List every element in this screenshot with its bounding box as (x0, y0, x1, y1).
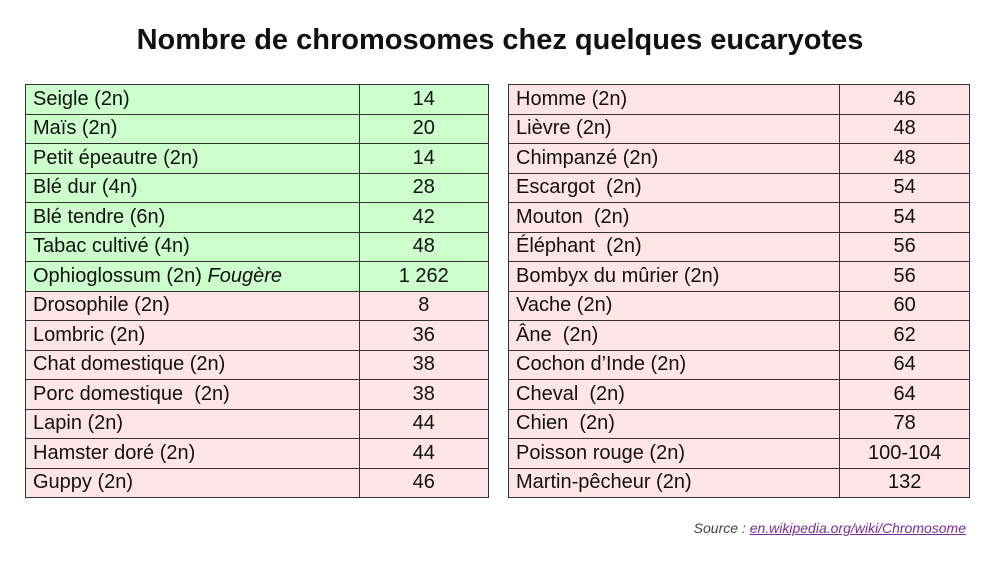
species-name: Lombric (2n) (33, 323, 146, 346)
table-row (509, 85, 970, 115)
chromosome-count: 20 (359, 114, 489, 144)
table-row (509, 409, 970, 439)
table-row (26, 173, 489, 203)
species-name: Blé dur (4n) (33, 176, 138, 199)
chromosome-count: 28 (359, 173, 489, 203)
chromosome-count: 36 (359, 321, 489, 351)
species-name: Maïs (2n) (33, 117, 118, 140)
table-row (26, 262, 489, 292)
table-row (26, 321, 489, 351)
species-cell (26, 114, 360, 144)
species-name: Porc domestique (2n) (33, 382, 230, 405)
chromosome-count: 60 (840, 291, 970, 321)
species-cell (509, 409, 840, 439)
table-row (26, 144, 489, 174)
species-cell (26, 262, 360, 292)
species-name: Lièvre (2n) (516, 117, 612, 140)
chromosome-count: 54 (840, 203, 970, 233)
chromosome-count: 64 (840, 350, 970, 380)
species-name: Chien (2n) (516, 412, 615, 435)
page-title: Nombre de chromosomes chez quelques eucaryotes (136, 24, 864, 56)
species-cell (509, 291, 840, 321)
chromosome-count: 14 (359, 144, 489, 174)
species-name: Mouton (2n) (516, 205, 630, 228)
species-name: Hamster doré (2n) (33, 441, 196, 464)
species-cell (26, 203, 360, 233)
chromosome-count: 38 (359, 380, 489, 410)
chromosome-count: 8 (359, 291, 489, 321)
chromosome-table-right (508, 84, 970, 498)
source-note (694, 520, 966, 536)
table-row (509, 291, 970, 321)
species-cell (509, 173, 840, 203)
species-name: Petit épeautre (2n) (33, 146, 199, 169)
species-cell (26, 409, 360, 439)
species-name: Martin-pêcheur (2n) (516, 471, 692, 494)
species-cell (509, 203, 840, 233)
source-link[interactable]: en.wikipedia.org/wiki/Chromosome (749, 520, 966, 536)
species-cell (26, 85, 360, 115)
species-name: Âne (2n) (516, 323, 599, 346)
table-row (509, 173, 970, 203)
chromosome-count: 48 (840, 144, 970, 174)
species-name: Poisson rouge (2n) (516, 441, 685, 464)
species-note: Fougère (207, 264, 283, 287)
chromosome-count: 54 (840, 173, 970, 203)
source-label: Source : (693, 520, 750, 536)
species-name: Chat domestique (2n) (33, 353, 226, 376)
species-cell (26, 468, 360, 498)
species-cell (509, 350, 840, 380)
chromosome-count: 64 (840, 380, 970, 410)
chromosome-count: 100-104 (840, 439, 970, 469)
table-row (509, 203, 970, 233)
table-row (26, 291, 489, 321)
species-name: Blé tendre (6n) (33, 205, 166, 228)
chromosome-count: 132 (840, 468, 970, 498)
species-cell (509, 439, 840, 469)
species-name: Lapin (2n) (33, 412, 124, 435)
table-row (509, 380, 970, 410)
table-row (26, 85, 489, 115)
chromosome-count: 78 (840, 409, 970, 439)
species-name: Seigle (2n) (33, 87, 130, 110)
species-cell (509, 380, 840, 410)
species-name: Drosophile (2n) (33, 294, 170, 317)
species-cell (509, 321, 840, 351)
chromosome-count: 1 262 (359, 262, 489, 292)
table-row (509, 321, 970, 351)
table-row (26, 232, 489, 262)
species-cell (26, 291, 360, 321)
species-name: Éléphant (2n) (516, 235, 642, 258)
chromosome-count: 44 (359, 409, 489, 439)
table-row (509, 439, 970, 469)
table-row (509, 232, 970, 262)
species-name: Cochon d’Inde (2n) (516, 353, 687, 376)
table-row (509, 144, 970, 174)
chromosome-count: 46 (359, 468, 489, 498)
species-cell (509, 85, 840, 115)
species-name: Bombyx du mûrier (2n) (516, 264, 720, 287)
table-row (26, 409, 489, 439)
chromosome-count: 48 (840, 114, 970, 144)
species-cell (509, 262, 840, 292)
species-name: Chimpanzé (2n) (516, 146, 659, 169)
species-name: Cheval (2n) (516, 382, 625, 405)
chromosome-count: 56 (840, 232, 970, 262)
chromosome-count: 48 (359, 232, 489, 262)
species-cell (26, 144, 360, 174)
table-row (26, 350, 489, 380)
table-row (26, 439, 489, 469)
chromosome-count: 46 (840, 85, 970, 115)
chromosome-count: 56 (840, 262, 970, 292)
table-row (26, 468, 489, 498)
chromosome-count: 62 (840, 321, 970, 351)
species-cell (26, 439, 360, 469)
species-name: Guppy (2n) (33, 471, 134, 494)
species-cell (26, 173, 360, 203)
species-name: Tabac cultivé (4n) (33, 235, 190, 258)
chromosome-count: 44 (359, 439, 489, 469)
species-cell (26, 380, 360, 410)
species-name: Ophioglossum (2n) (33, 264, 208, 287)
species-name: Vache (2n) (516, 294, 613, 317)
chromosome-count: 14 (359, 85, 489, 115)
species-cell (509, 468, 840, 498)
species-cell (26, 321, 360, 351)
table-row (509, 262, 970, 292)
table-row (509, 350, 970, 380)
species-cell (26, 232, 360, 262)
chromosome-table-left (25, 84, 489, 498)
table-row (26, 114, 489, 144)
species-name: Escargot (2n) (516, 176, 642, 199)
chromosome-count: 38 (359, 350, 489, 380)
species-cell (26, 350, 360, 380)
species-cell (509, 114, 840, 144)
table-row (26, 380, 489, 410)
chromosome-count: 42 (359, 203, 489, 233)
species-cell (509, 232, 840, 262)
species-cell (509, 144, 840, 174)
table-row (26, 203, 489, 233)
table-row (509, 114, 970, 144)
species-name: Homme (2n) (516, 87, 628, 110)
table-row (509, 468, 970, 498)
